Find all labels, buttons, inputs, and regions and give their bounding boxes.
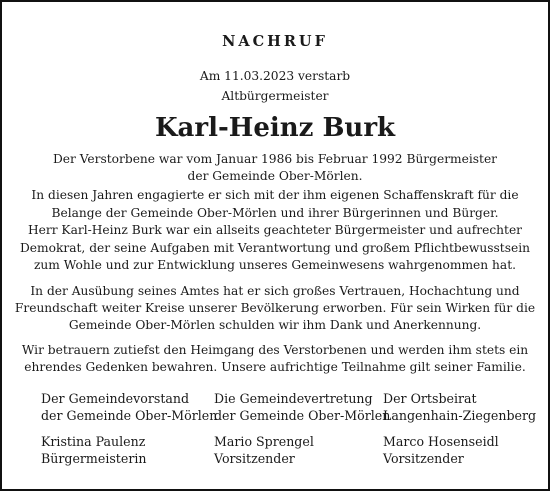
signature-3-org-detail: Langenhain-Ziegenberg — [383, 408, 537, 423]
date-line: Am 11.03.2023 verstarb — [199, 69, 351, 83]
signature-2-person: Mario Sprengel — [214, 434, 314, 449]
signature-2-org-detail: der Gemeinde Ober-Mörlen — [214, 408, 391, 423]
paragraph-3-line-2: ehrendes Gedenken bewahren. Unsere aufrichtige Teilnahme gilt seiner Familie. — [24, 360, 526, 374]
paragraph-1-line-1: Der Verstorbene war vom Januar 1986 bis Februar 1992 Bürgermeister — [52, 152, 498, 166]
signature-1-person: Kristina Paulenz — [41, 434, 146, 449]
notice-heading: NACHRUF — [222, 33, 328, 50]
signature-2-title: Vorsitzender — [214, 451, 295, 466]
deceased-role: Altbürgermeister — [221, 89, 329, 103]
paragraph-1-line-4: Belange der Gemeinde Ober-Mörlen und ihrer Bürgerinnen und Bürger. — [51, 206, 499, 220]
signature-1-org: Der Gemeindevorstand — [41, 391, 190, 406]
signature-1-title: Bürgermeisterin — [41, 451, 147, 466]
paragraph-3-line-1: Wir betrauern zutiefst den Heimgang des Verstorbenen und werden ihm stets ein — [21, 343, 529, 357]
paragraph-1-line-2: der Gemeinde Ober-Mörlen. — [187, 169, 363, 183]
paragraph-1-line-3: In diesen Jahren engagierte er sich mit der ihm eigenen Schaffenskraft für die — [31, 188, 519, 202]
paragraph-1-line-5: Herr Karl-Heinz Burk war ein allseits geachteter Bürgermeister und aufrechter — [27, 223, 523, 237]
deceased-name: Karl-Heinz Burk — [154, 113, 396, 143]
paragraph-2-line-2: Freundschaft weiter Kreise unserer Bevölkerung erworben. Für sein Wirken für die — [14, 301, 536, 315]
signature-1-org-detail: der Gemeinde Ober-Mörlen — [41, 408, 218, 423]
paragraph-1-line-6: Demokrat, der seine Aufgaben mit Verantwortung und großem Pflichtbewusstsein — [20, 241, 530, 255]
signature-2-org: Die Gemeindevertretung — [214, 391, 373, 406]
paragraph-1-line-7: zum Wohle und zur Entwicklung unseres Gemeinwesens wahrgenommen hat. — [33, 258, 516, 272]
paragraph-2-line-3: Gemeinde Ober-Mörlen schulden wir ihm Dank und Anerkennung. — [68, 318, 482, 332]
paragraph-2-line-1: In der Ausübung seines Amtes hat er sich großes Vertrauen, Hochachtung und — [30, 284, 520, 298]
signature-3-org: Der Ortsbeirat — [383, 391, 477, 406]
signature-3-title: Vorsitzender — [383, 451, 464, 466]
signature-3-person: Marco Hosenseidl — [383, 434, 499, 449]
